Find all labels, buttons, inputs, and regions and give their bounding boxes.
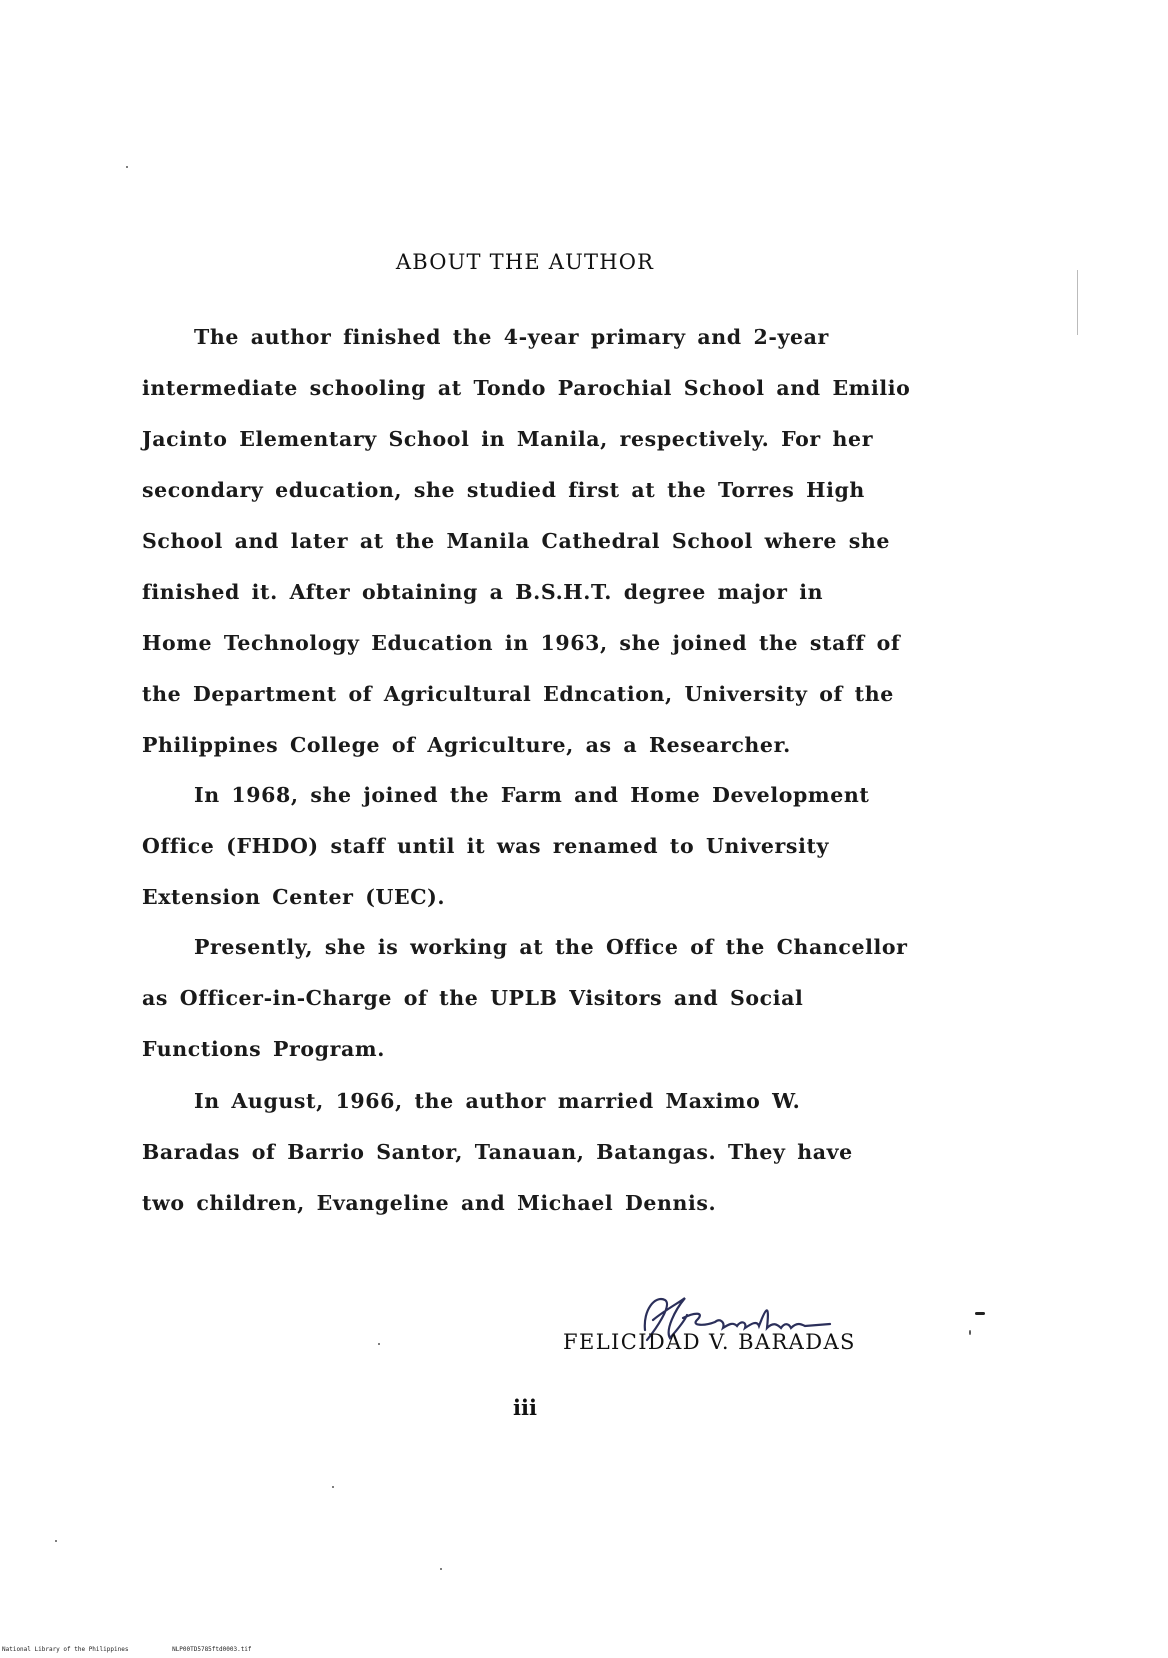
scan-speck <box>55 1540 57 1542</box>
page-title: ABOUT THE AUTHOR <box>395 250 655 274</box>
scan-speck <box>378 1343 380 1345</box>
scan-speck <box>975 1312 985 1315</box>
text-line: Presently, she is working at the Office of the Chancellor <box>194 935 908 959</box>
text-line: intermediate schooling at Tondo Parochial School and Emilio <box>142 376 911 400</box>
scan-footer <box>2 1646 292 1653</box>
text-line: two children, Evangeline and Michael Dennis. <box>142 1191 717 1215</box>
scan-speck <box>126 166 128 168</box>
text-line: Baradas of Barrio Santor, Tanauan, Batangas. They have <box>142 1140 853 1164</box>
footer-library: National Library of the Philippines <box>2 1646 129 1653</box>
page-number: iii <box>513 1395 537 1420</box>
text-line: In August, 1966, the author married Maximo W. <box>194 1089 801 1113</box>
text-line: the Department of Agricultural Edncation, University of the <box>142 682 894 706</box>
text-line: Office (FHDO) staff until it was renamed to University <box>142 834 830 858</box>
scan-speck <box>969 1330 971 1335</box>
text-line: Extension Center (UEC). <box>142 885 446 909</box>
text-line: In 1968, she joined the Farm and Home Development <box>194 783 870 807</box>
text-line: as Officer-in-Charge of the UPLB Visitors and Social <box>142 986 804 1010</box>
text-line: The author finished the 4-year primary and 2-year <box>194 325 829 349</box>
scan-edge-mark <box>1077 270 1078 335</box>
footer-file: NLP00TD5785ftd0003.tif <box>172 1646 252 1653</box>
scan-speck <box>440 1568 442 1570</box>
text-line: Jacinto Elementary School in Manila, respectively. For her <box>142 427 874 451</box>
text-line: Home Technology Education in 1963, she joined the staff of <box>142 631 901 655</box>
scan-speck <box>332 1486 334 1488</box>
text-line: Functions Program. <box>142 1037 385 1061</box>
author-name: FELICIDAD V. BARADAS <box>563 1330 856 1354</box>
text-line: Philippines College of Agriculture, as a Researcher. <box>142 733 791 757</box>
text-line: secondary education, she studied first at the Torres High <box>142 478 865 502</box>
text-line: School and later at the Manila Cathedral School where she <box>142 529 891 553</box>
text-line: finished it. After obtaining a B.S.H.T. degree major in <box>142 580 824 604</box>
